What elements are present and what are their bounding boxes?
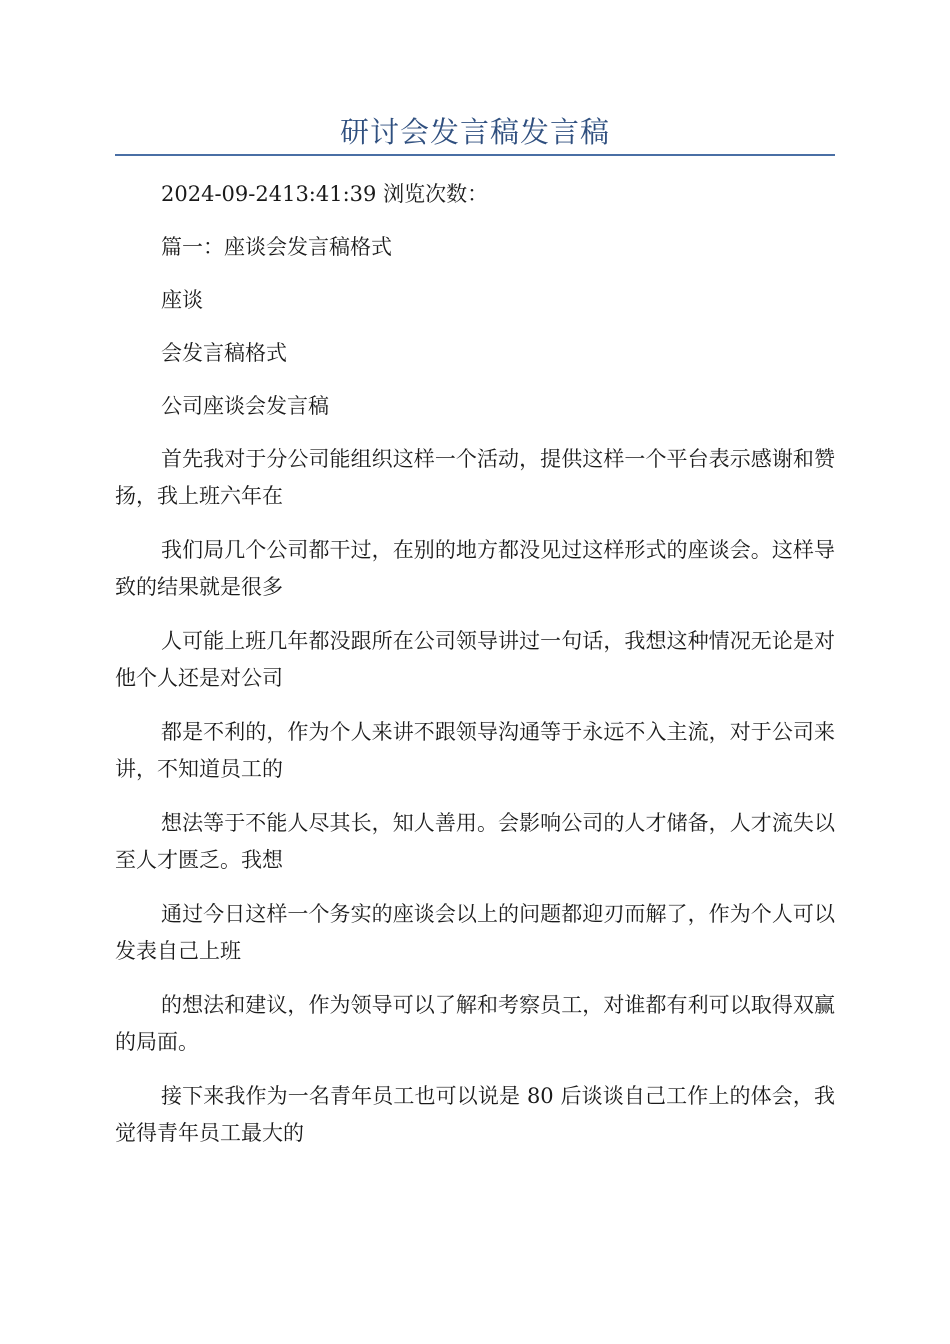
paragraph: 首先我对于分公司能组织这样一个活动，提供这样一个平台表示感谢和赞扬，我上班六年在 <box>115 447 835 508</box>
paragraph: 会发言稿格式 <box>161 341 287 365</box>
meta-line: 2024-09-2413:41:39 浏览次数： <box>161 182 489 206</box>
paragraph: 都是不利的，作为个人来讲不跟领导沟通等于永远不入主流，对于公司来讲，不知道员工的 <box>115 720 835 781</box>
title-underline <box>115 154 835 156</box>
paragraph: 人可能上班几年都没跟所在公司领导讲过一句话，我想这种情况无论是对他个人还是对公司 <box>115 629 835 690</box>
paragraph: 通过今日这样一个务实的座谈会以上的问题都迎刃而解了，作为个人可以发表自己上班 <box>115 902 835 963</box>
document-title: 研讨会发言稿发言稿 <box>339 115 610 149</box>
paragraph: 想法等于不能人尽其长，知人善用。会影响公司的人才储备，人才流失以至人才匮乏。我想 <box>115 811 835 872</box>
paragraph: 接下来我作为一名青年员工也可以说是 80 后谈谈自己工作上的体会，我觉得青年员工最大的 <box>115 1084 835 1145</box>
paragraph: 我们局几个公司都干过，在别的地方都没见过这样形式的座谈会。这样导致的结果就是很多 <box>115 538 835 599</box>
paragraph: 公司座谈会发言稿 <box>161 394 329 418</box>
paragraph: 的想法和建议，作为领导可以了解和考察员工，对谁都有利可以取得双赢的局面。 <box>115 993 835 1054</box>
document-body <box>115 176 835 1169</box>
section-heading: 篇一：座谈会发言稿格式 <box>161 235 392 259</box>
paragraph: 座谈 <box>161 288 203 312</box>
